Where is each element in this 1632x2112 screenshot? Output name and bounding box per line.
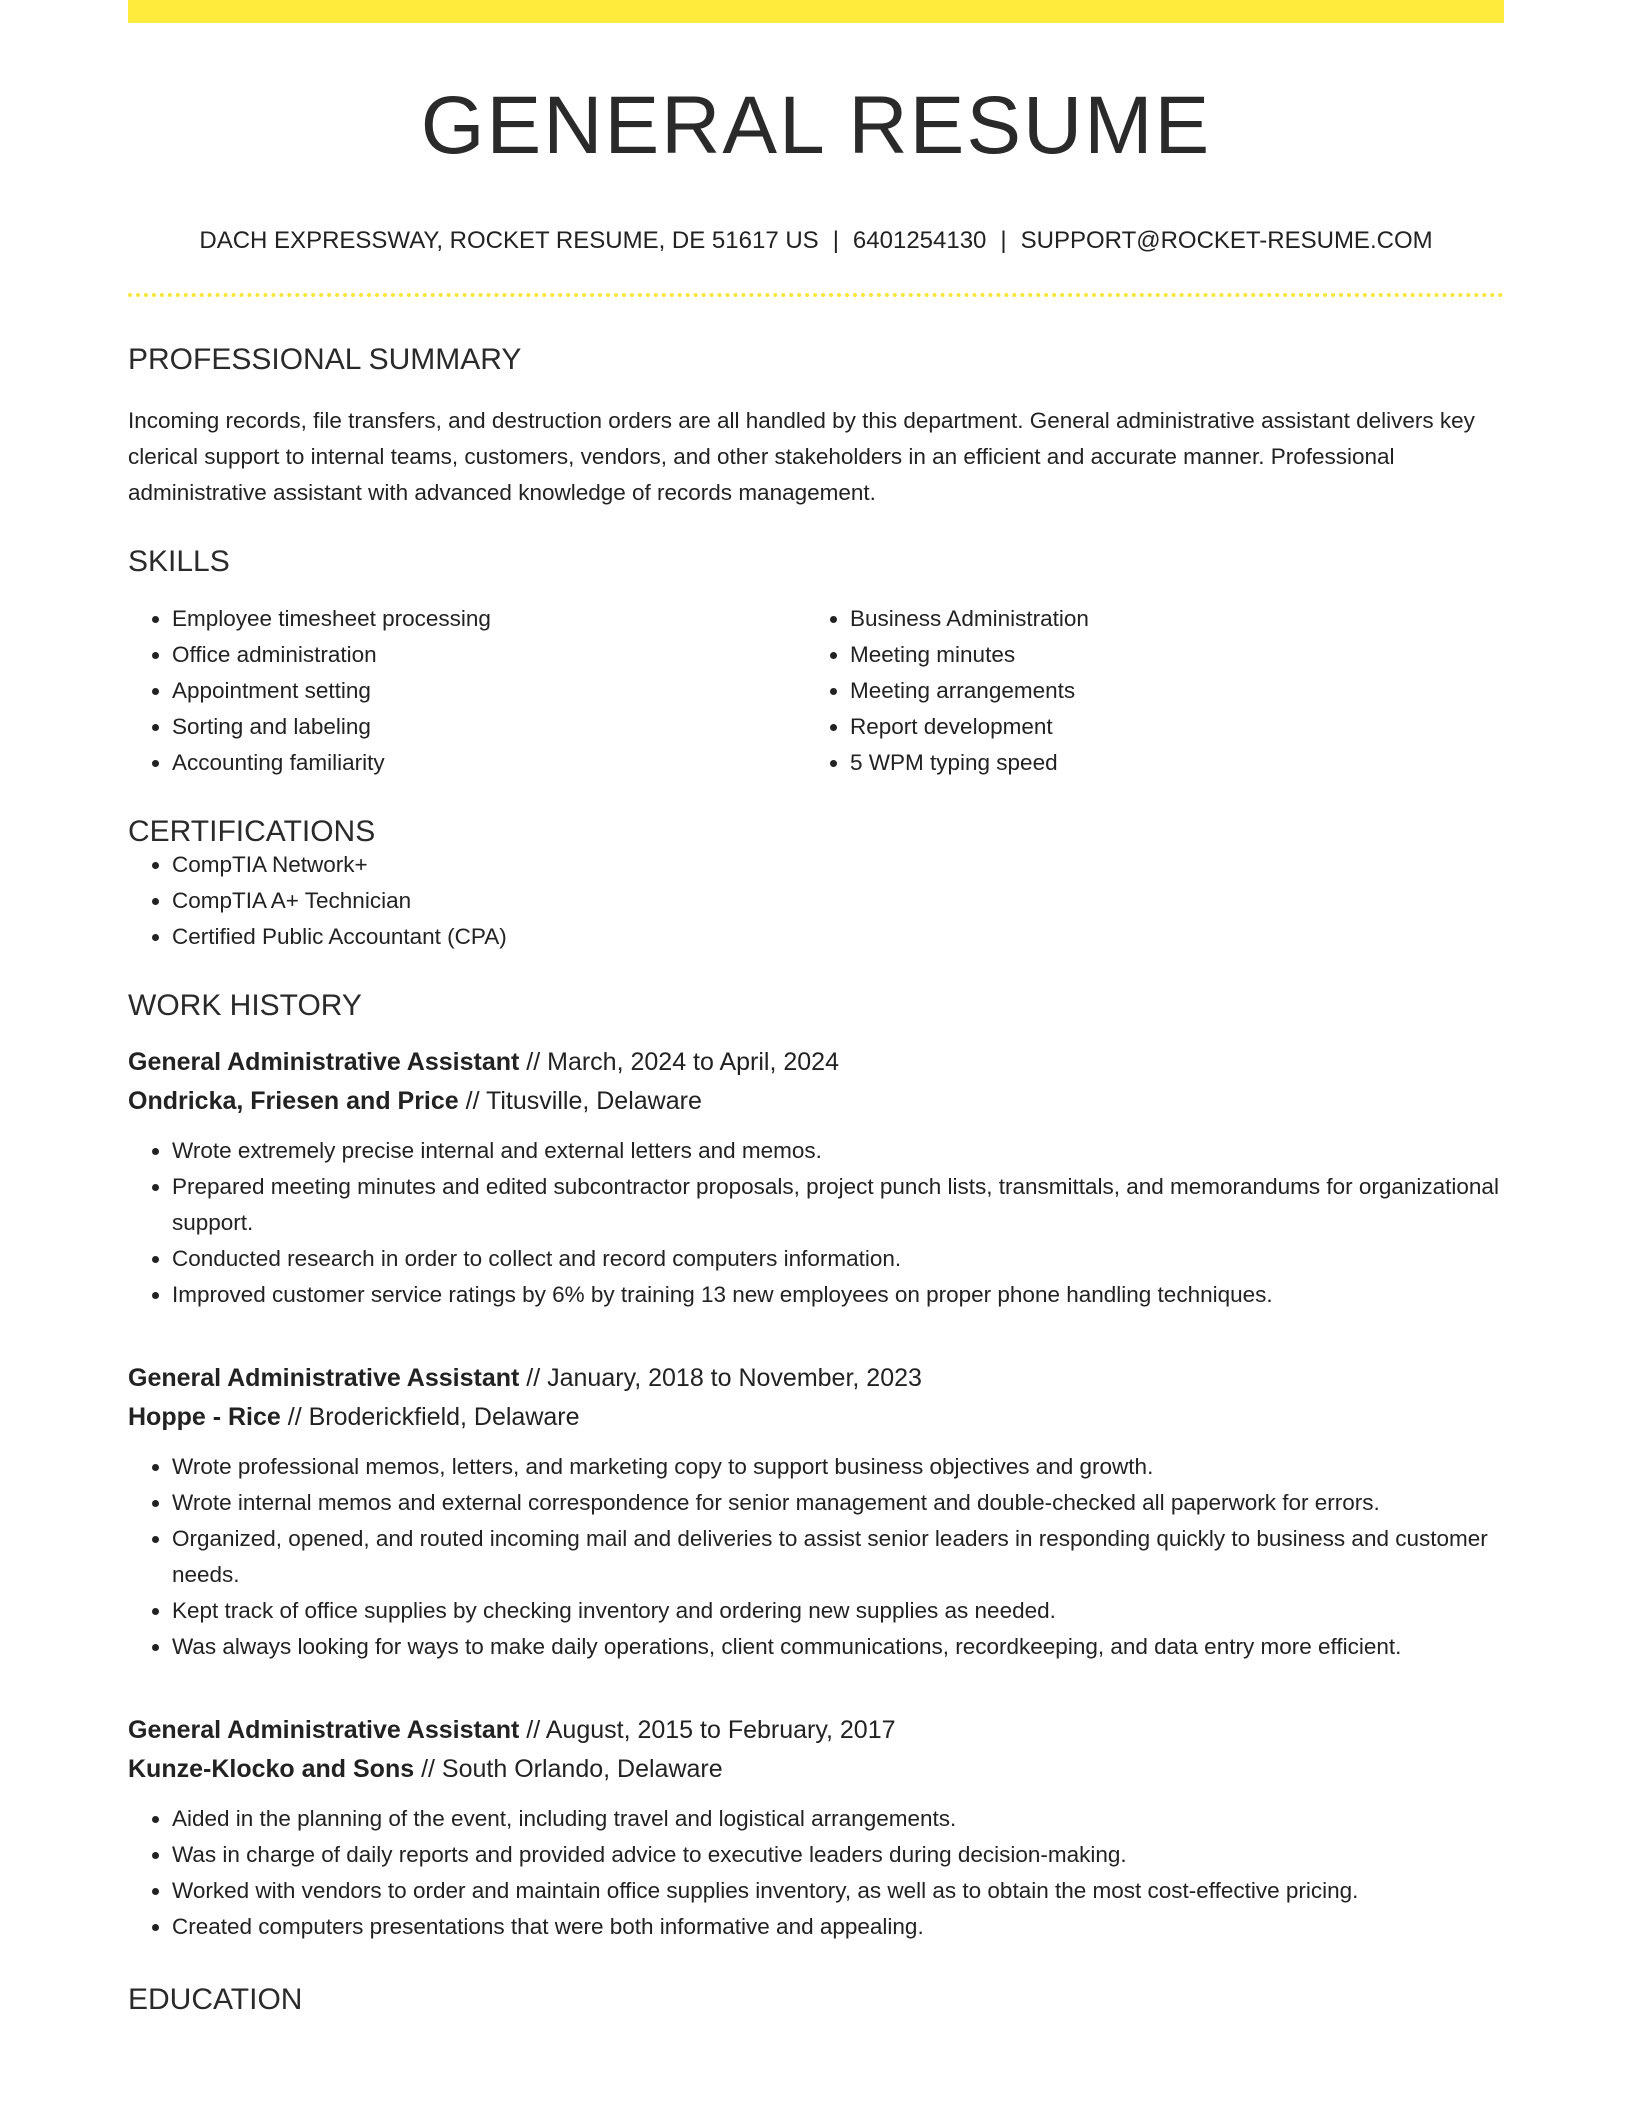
duty-item: • Was always looking for ways to make daily operations, client communications, recordkeeping, and data entry more efficient. [172, 1629, 1504, 1665]
job-company: Ondricka, Friesen and Price [128, 1087, 459, 1115]
job-title-line [128, 1043, 1504, 1082]
duty-item: • Conducted research in order to collect and record computers information. [172, 1241, 1504, 1277]
contact-email: SUPPORT@ROCKET-RESUME.COM [1020, 227, 1433, 254]
certifications-heading: CERTIFICATIONS [128, 815, 376, 848]
job-company: Kunze-Klocko and Sons [128, 1755, 415, 1783]
skills-left-column [128, 601, 806, 781]
skill-item: • Sorting and labeling [172, 709, 806, 745]
job-duties [128, 1801, 1504, 1945]
job-company: Hoppe - Rice [128, 1403, 281, 1431]
duty-item: • Organized, opened, and routed incoming mail and deliveries to assist senior leaders in responding quickly to business and customer needs. [172, 1521, 1504, 1593]
skill-item: • Report development [850, 709, 1484, 745]
job-dates: // January, 2018 to November, 2023 [519, 1364, 922, 1392]
job-dates: // March, 2024 to April, 2024 [519, 1048, 839, 1076]
job-company-line [128, 1750, 1504, 1789]
job-title: General Administrative Assistant [128, 1716, 520, 1744]
certification-item: • CompTIA Network+ [172, 847, 1504, 883]
job-company-line [128, 1398, 1504, 1437]
job-title: General Administrative Assistant [128, 1048, 520, 1076]
summary-heading: PROFESSIONAL SUMMARY [128, 343, 522, 376]
job-title-line [128, 1711, 1504, 1750]
dotted-divider [128, 293, 1504, 297]
summary-text: Incoming records, file transfers, and destruction orders are all handled by this department. General administrative assistant delivers key clerical support to internal teams, customers, vendors, and other stakeholders in an efficient and accurate manner. Professional administrative assistant with advanced knowledge of records management. [128, 408, 1475, 505]
duty-item: • Aided in the planning of the event, including travel and logistical arrangements. [172, 1801, 1504, 1837]
duty-item: • Wrote professional memos, letters, and marketing copy to support business objectives and growth. [172, 1449, 1504, 1485]
duty-item: • Prepared meeting minutes and edited subcontractor proposals, project punch lists, transmittals, and memorandums for organizational support. [172, 1169, 1504, 1241]
duty-item: • Kept track of office supplies by checking inventory and ordering new supplies as needed. [172, 1593, 1504, 1629]
duty-item: • Was in charge of daily reports and provided advice to executive leaders during decision-making. [172, 1837, 1504, 1873]
contact-phone: 6401254130 [852, 227, 987, 254]
duty-item: • Worked with vendors to order and maintain office supplies inventory, as well as to obtain the most cost-effective pricing. [172, 1873, 1504, 1909]
certifications-list [128, 847, 1504, 955]
job-entry [128, 1359, 1504, 1665]
page-title: GENERAL RESUME [420, 80, 1212, 171]
skills-right-column [806, 601, 1484, 781]
resume-page [128, 0, 1504, 2015]
duty-item: • Wrote extremely precise internal and external letters and memos. [172, 1133, 1504, 1169]
skill-item: • Business Administration [850, 601, 1484, 637]
skill-item: • Meeting arrangements [850, 673, 1484, 709]
skills-heading: SKILLS [128, 545, 230, 578]
job-dates: // August, 2015 to February, 2017 [519, 1716, 896, 1744]
job-title-line [128, 1359, 1504, 1398]
job-entry [128, 1043, 1504, 1313]
contact-address: DACH EXPRESSWAY, ROCKET RESUME, DE 51617 US [199, 227, 819, 254]
certification-item: • CompTIA A+ Technician [172, 883, 1504, 919]
skill-item: • Meeting minutes [850, 637, 1484, 673]
skill-item: • 5 WPM typing speed [850, 745, 1484, 781]
job-company-line [128, 1082, 1504, 1121]
duty-item: • Wrote internal memos and external correspondence for senior management and double-checked all paperwork for errors. [172, 1485, 1504, 1521]
job-location: // Titusville, Delaware [458, 1087, 702, 1115]
skill-item: • Accounting familiarity [172, 745, 806, 781]
certification-item: • Certified Public Accountant (CPA) [172, 919, 1504, 955]
skill-item: • Employee timesheet processing [172, 601, 806, 637]
contact-separator: | [832, 227, 839, 254]
job-location: // Broderickfield, Delaware [280, 1403, 580, 1431]
education-heading: EDUCATION [128, 1983, 303, 2016]
job-duties [128, 1133, 1504, 1313]
skill-item: • Appointment setting [172, 673, 806, 709]
contact-line [128, 229, 1504, 253]
contact-separator: | [1000, 227, 1007, 254]
skills-list [128, 601, 1504, 781]
skill-item: • Office administration [172, 637, 806, 673]
duty-item: • Improved customer service ratings by 6% by training 13 new employees on proper phone handling techniques. [172, 1277, 1504, 1313]
accent-bar [128, 0, 1504, 23]
work-history-heading: WORK HISTORY [128, 989, 362, 1022]
job-title: General Administrative Assistant [128, 1364, 520, 1392]
job-location: // South Orlando, Delaware [414, 1755, 723, 1783]
duty-item: • Created computers presentations that were both informative and appealing. [172, 1909, 1504, 1945]
job-duties [128, 1449, 1504, 1665]
job-entry [128, 1711, 1504, 1945]
